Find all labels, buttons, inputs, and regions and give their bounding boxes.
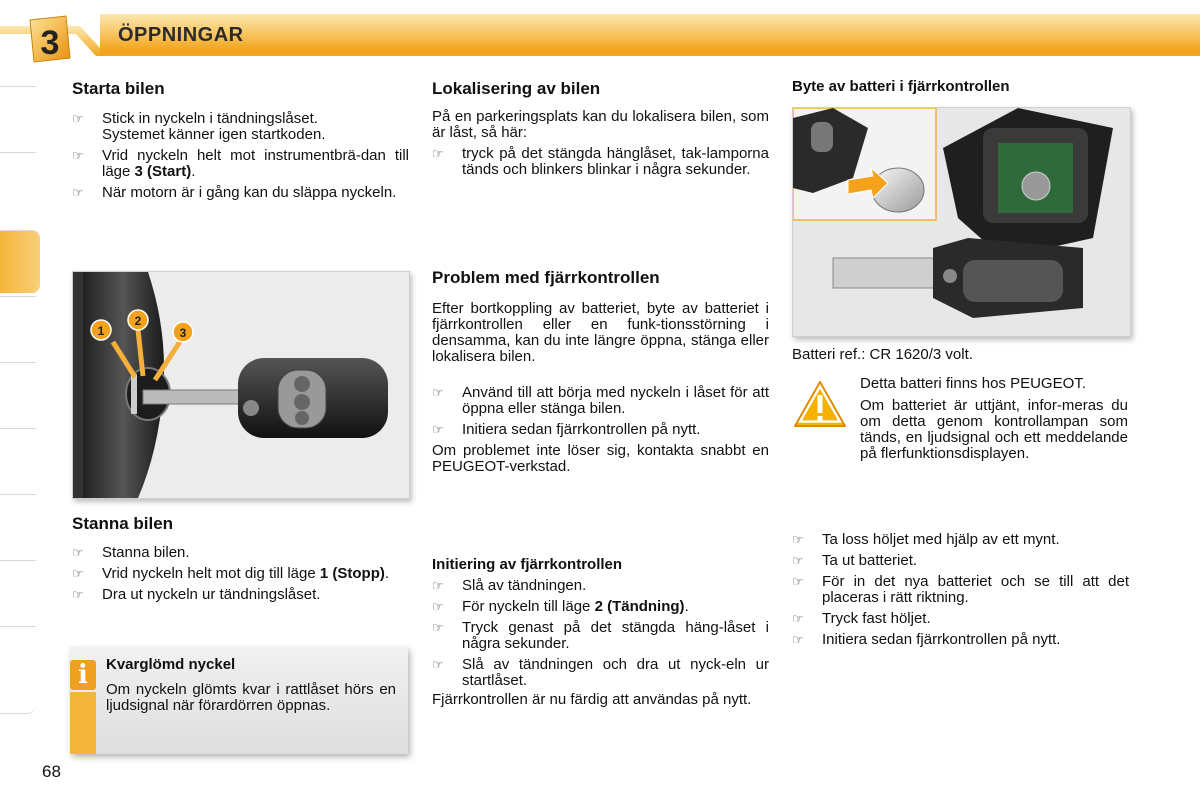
- remote-problem-text: Efter bortkoppling av batteriet, byte av batteriet i fjärrkontrollen eller en funk-tionsstörning i densamma, kan du inte längre öppna, stänga eller lokalisera bilen.: [432, 300, 769, 365]
- side-tab-active[interactable]: [0, 230, 40, 293]
- list-item: ☞ Initiera sedan fjärrkontrollen på nytt.: [432, 421, 701, 438]
- chapter-number: 3: [40, 24, 60, 62]
- stop-car-heading: Stanna bilen: [72, 514, 174, 533]
- remote-problem-text-2: Om problemet inte löser sig, kontakta snabbt en PEUGEOT-verkstad.: [432, 442, 769, 475]
- list-item: ☞ Dra ut nyckeln ur tändningslåset.: [72, 586, 321, 603]
- pointing-hand-icon: ☞: [432, 599, 444, 614]
- locate-car-text: På en parkeringsplats kan du lokalisera bilen, som är låst, så här:: [432, 108, 769, 141]
- pointing-hand-icon: ☞: [72, 566, 84, 581]
- info-side-bar: [70, 692, 96, 754]
- warning-line-1: Detta batteri finns hos PEUGEOT.: [860, 375, 1086, 392]
- pointing-hand-icon: ☞: [792, 574, 804, 589]
- side-tab[interactable]: [0, 152, 36, 219]
- pointing-hand-icon: ☞: [432, 578, 444, 593]
- pointing-hand-icon: ☞: [72, 185, 84, 200]
- pointing-hand-icon: ☞: [72, 148, 84, 163]
- info-title: Kvarglömd nyckel: [106, 656, 236, 673]
- list-item: ☞ Vrid nyckeln helt mot dig till läge 1 (Stopp).: [72, 565, 390, 582]
- pointing-hand-icon: ☞: [792, 553, 804, 568]
- side-tab[interactable]: [0, 362, 36, 429]
- list-item: ☞ Slå av tändningen.: [432, 577, 587, 594]
- list-item: ☞ För in det nya batteriet och se till att det placeras i rätt riktning.: [792, 573, 1129, 606]
- pointing-hand-icon: ☞: [792, 611, 804, 626]
- remote-init-list: [432, 578, 769, 694]
- stop-car-list: [72, 545, 409, 608]
- pointing-hand-icon: ☞: [72, 545, 84, 560]
- side-tab[interactable]: [0, 296, 36, 363]
- remote-init-heading: Initiering av fjärrkontrollen: [432, 556, 623, 573]
- list-item: ☞ För nyckeln till läge 2 (Tändning).: [432, 598, 689, 615]
- battery-replace-heading: Byte av batteri i fjärrkontrollen: [792, 78, 1010, 95]
- info-icon: i: [70, 660, 96, 690]
- pointing-hand-icon: ☞: [432, 146, 444, 161]
- side-tab[interactable]: [0, 626, 36, 714]
- locate-car-heading: Lokalisering av bilen: [432, 79, 601, 98]
- start-car-list: [72, 111, 409, 206]
- start-car-heading: Starta bilen: [72, 79, 165, 98]
- pointing-hand-icon: ☞: [432, 620, 444, 635]
- ignition-position-1: 1: [97, 324, 105, 338]
- side-tab[interactable]: [0, 560, 36, 627]
- pointing-hand-icon: ☞: [72, 587, 84, 602]
- warning-triangle-icon: [792, 379, 848, 429]
- chapter-title: ÖPPNINGAR: [118, 24, 244, 46]
- list-item: ☞ Initiera sedan fjärrkontrollen på nytt.: [792, 631, 1061, 648]
- remote-init-text-2: Fjärrkontrollen är nu färdig att användas på nytt.: [432, 691, 752, 708]
- remote-battery-illustration: [792, 107, 1131, 337]
- side-tab[interactable]: [0, 494, 36, 561]
- warning-text: Om batteriet är uttjänt, infor-meras du om detta genom kontrollampan som tänds, en ljudsignal och ett meddelande på flerfunktionsdisplayen.: [860, 397, 1128, 462]
- ignition-position-3: 3: [179, 326, 187, 340]
- list-item: ☞ När motorn är i gång kan du släppa nyckeln.: [72, 184, 397, 201]
- page-number: 68: [42, 762, 61, 781]
- list-item: ☞ Ta loss höljet med hjälp av ett mynt.: [792, 531, 1060, 548]
- list-item: ☞ Vrid nyckeln helt mot instrumentbrä-dan till läge 3 (Start).: [72, 147, 409, 180]
- side-tab[interactable]: [0, 86, 36, 153]
- pointing-hand-icon: ☞: [432, 385, 444, 400]
- list-item: ☞ Stanna bilen.: [72, 544, 190, 561]
- pointing-hand-icon: ☞: [792, 632, 804, 647]
- list-item: ☞ Stick in nyckeln i tändningslåset. Systemet känner igen startkoden.: [72, 110, 326, 143]
- list-item: ☞ Slå av tändningen och dra ut nyck-eln ur startlåset.: [432, 656, 769, 689]
- pointing-hand-icon: ☞: [432, 657, 444, 672]
- battery-ref: Batteri ref.: CR 1620/3 volt.: [792, 346, 973, 363]
- list-item: ☞ tryck på det stängda hänglåset, tak-lamporna tänds och blinkers blinkar i några sekunder.: [432, 145, 769, 178]
- locate-car-list: [432, 146, 769, 183]
- pointing-hand-icon: ☞: [432, 422, 444, 437]
- pointing-hand-icon: ☞: [72, 111, 84, 126]
- list-item: ☞ Använd till att börja med nyckeln i låset för att öppna eller stänga bilen.: [432, 384, 769, 417]
- side-tab[interactable]: [0, 428, 36, 495]
- pointing-hand-icon: ☞: [792, 532, 804, 547]
- ignition-position-2: 2: [134, 314, 142, 328]
- list-item: ☞ Tryck genast på det stängda häng-låset i några sekunder.: [432, 619, 769, 652]
- battery-steps-list: [792, 532, 1129, 653]
- ignition-key-illustration: [72, 271, 410, 499]
- remote-problem-heading: Problem med fjärrkontrollen: [432, 268, 660, 287]
- info-text: Om nyckeln glömts kvar i rattlåset hörs en ljudsignal när förardörren öppnas.: [106, 681, 396, 714]
- list-item: ☞ Tryck fast höljet.: [792, 610, 931, 627]
- list-item: ☞ Ta ut batteriet.: [792, 552, 918, 569]
- remote-problem-list: [432, 385, 769, 443]
